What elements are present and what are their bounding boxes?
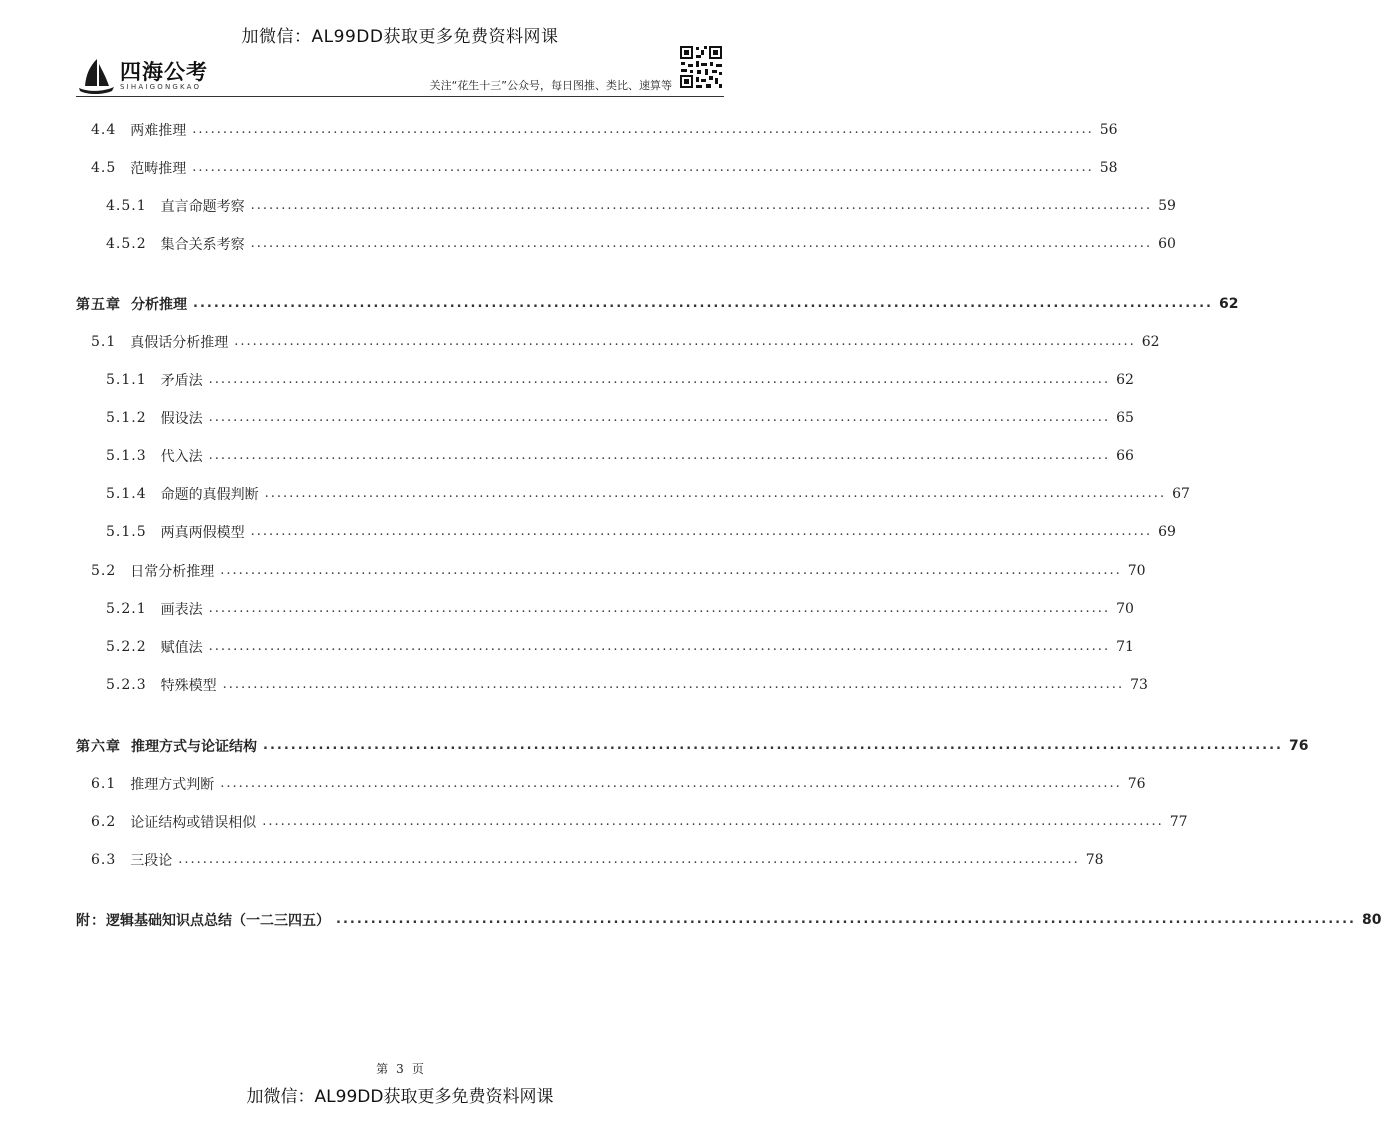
toc-dot-leader — [263, 734, 1283, 758]
toc-entry-number: 5.2.2 — [106, 639, 147, 655]
toc-dot-leader — [209, 406, 1110, 430]
toc-entry-page: 62 — [1116, 372, 1134, 388]
header-note: 关注“花生十三”公众号，每日图推、类比、速算等 — [429, 79, 672, 92]
toc-entry-title: 特殊模型 — [160, 678, 217, 694]
toc-entry-page: 66 — [1116, 448, 1134, 464]
toc-entry-title: 两真两假模型 — [160, 525, 245, 541]
page-number — [0, 1060, 800, 1077]
toc-entry-title: 分析推理 — [131, 297, 187, 313]
toc-entry-number: 5.1.5 — [106, 524, 147, 540]
toc-entry-number: 5.1.4 — [106, 486, 147, 502]
toc-entry[interactable] — [0, 118, 1118, 142]
toc-entry-number: 第五章 — [76, 297, 121, 313]
toc-entry-page: 77 — [1169, 814, 1188, 830]
toc-entry-title: 赋值法 — [160, 640, 203, 656]
toc-dot-leader — [209, 368, 1110, 392]
toc-entry-title: 假设法 — [160, 411, 203, 427]
toc-entry-title: 推理方式判断 — [130, 777, 215, 793]
toc-entry[interactable] — [0, 194, 1176, 218]
toc-dot-leader — [209, 635, 1110, 659]
toc-entry-number: 4.5 — [91, 160, 117, 176]
toc-dot-leader — [209, 444, 1110, 468]
toc-entry-title: 直言命题考察 — [160, 199, 245, 215]
toc-entry-title: 命题的真假判断 — [160, 487, 259, 503]
toc-appendix-entry[interactable] — [0, 908, 1381, 932]
toc-dot-leader — [209, 597, 1110, 621]
toc-entry[interactable] — [0, 156, 1118, 180]
toc-entry-title: 画表法 — [160, 602, 203, 618]
toc-entry[interactable] — [0, 635, 1134, 659]
toc-entry-page: 73 — [1130, 677, 1148, 693]
toc-entry-title: 推理方式与论证结构 — [131, 739, 257, 755]
toc-dot-leader — [220, 772, 1121, 796]
toc-entry-page: 65 — [1116, 410, 1134, 426]
page-number-suffix: 页 — [411, 1062, 424, 1076]
watermark-bottom: 加微信：AL99DD获取更多免费资料网课 — [246, 1087, 554, 1107]
toc-entry-number: 附： — [76, 913, 106, 929]
toc-dot-leader — [193, 292, 1213, 316]
toc-dot-leader — [234, 330, 1135, 354]
toc-entry[interactable] — [0, 810, 1188, 834]
toc-entry-number: 4.4 — [91, 122, 117, 138]
toc-entry-page: 62 — [1218, 296, 1239, 312]
toc-entry-title: 两难推理 — [130, 123, 187, 139]
toc-dot-leader — [192, 156, 1093, 180]
toc-entry[interactable] — [0, 772, 1146, 796]
toc-entry-page: 70 — [1116, 601, 1134, 617]
toc-entry[interactable] — [0, 673, 1148, 697]
watermark-top: 加微信：AL99DD获取更多免费资料网课 — [241, 27, 559, 47]
toc-entry-number: 5.1.1 — [106, 372, 147, 388]
toc-entry-number: 6.2 — [91, 814, 117, 830]
toc-entry-title: 真假话分析推理 — [130, 335, 229, 351]
toc-entry-number: 6.1 — [91, 776, 117, 792]
toc-dot-leader — [178, 848, 1079, 872]
toc-dot-leader — [220, 559, 1121, 583]
toc-entry-title: 矛盾法 — [160, 373, 203, 389]
toc-entry-number: 5.1.2 — [106, 410, 147, 426]
toc-entry[interactable] — [0, 559, 1146, 583]
toc-entry-number: 5.2 — [91, 563, 117, 579]
toc-entry-title: 范畴推理 — [130, 161, 187, 177]
toc-entry-page: 71 — [1116, 639, 1134, 655]
toc-entry-page: 58 — [1099, 160, 1118, 176]
page-number-prefix: 第 — [376, 1062, 389, 1076]
toc-dot-leader — [336, 908, 1356, 932]
toc-entry[interactable] — [0, 848, 1104, 872]
logo-name: 四海公考 — [120, 59, 208, 84]
logo-subtitle: SIHAIGONGKAO — [120, 82, 202, 91]
toc-entry[interactable] — [0, 520, 1176, 544]
toc-dot-leader — [262, 810, 1163, 834]
toc-entry[interactable] — [0, 444, 1134, 468]
toc-entry-page: 80 — [1361, 912, 1381, 928]
toc-entry[interactable] — [0, 406, 1134, 430]
toc-entry-title: 集合关系考察 — [160, 237, 245, 253]
toc-chapter-entry[interactable] — [0, 292, 1239, 316]
qr-code-icon — [679, 45, 723, 89]
toc-entry-number: 4.5.1 — [106, 198, 147, 214]
toc-entry-number: 6.3 — [91, 852, 117, 868]
toc-entry[interactable] — [0, 232, 1176, 256]
toc-entry-page: 60 — [1158, 236, 1176, 252]
toc-entry[interactable] — [0, 597, 1134, 621]
header-divider — [76, 96, 724, 97]
toc-chapter-entry[interactable] — [0, 734, 1309, 758]
toc-dot-leader — [251, 520, 1152, 544]
toc-entry-title: 逻辑基础知识点总结（一二三四五） — [106, 913, 330, 929]
toc-entry-title: 日常分析推理 — [130, 564, 215, 580]
toc-entry-page: 76 — [1127, 776, 1146, 792]
toc-dot-leader — [251, 232, 1152, 256]
page-number-value: 3 — [396, 1062, 404, 1076]
toc-entry-page: 67 — [1172, 486, 1190, 502]
toc-entry-page: 56 — [1099, 122, 1118, 138]
toc-dot-leader — [192, 118, 1093, 142]
toc-entry-page: 62 — [1141, 334, 1160, 350]
toc-entry-page: 78 — [1085, 852, 1104, 868]
toc-dot-leader — [265, 482, 1166, 506]
toc-entry-number: 5.1 — [91, 334, 117, 350]
toc-entry-title: 三段论 — [130, 853, 173, 869]
logo — [76, 56, 208, 96]
toc-dot-leader — [251, 194, 1152, 218]
sail-logo-icon — [76, 56, 116, 96]
toc-entry-number: 第六章 — [76, 739, 121, 755]
toc-entry-number: 5.2.3 — [106, 677, 147, 693]
toc-entry-title: 论证结构或错误相似 — [130, 815, 257, 831]
toc-entry-page: 70 — [1127, 563, 1146, 579]
toc-entry[interactable] — [0, 368, 1134, 392]
toc-entry-page: 69 — [1158, 524, 1176, 540]
toc-entry-number: 4.5.2 — [106, 236, 147, 252]
toc-entry-page: 59 — [1158, 198, 1176, 214]
toc-entry-page: 76 — [1288, 738, 1309, 754]
toc-entry-number: 5.2.1 — [106, 601, 147, 617]
toc-entry-number: 5.1.3 — [106, 448, 147, 464]
toc-dot-leader — [223, 673, 1124, 697]
toc-entry[interactable] — [0, 482, 1190, 506]
toc-entry-title: 代入法 — [160, 449, 203, 465]
toc-entry[interactable] — [0, 330, 1160, 354]
